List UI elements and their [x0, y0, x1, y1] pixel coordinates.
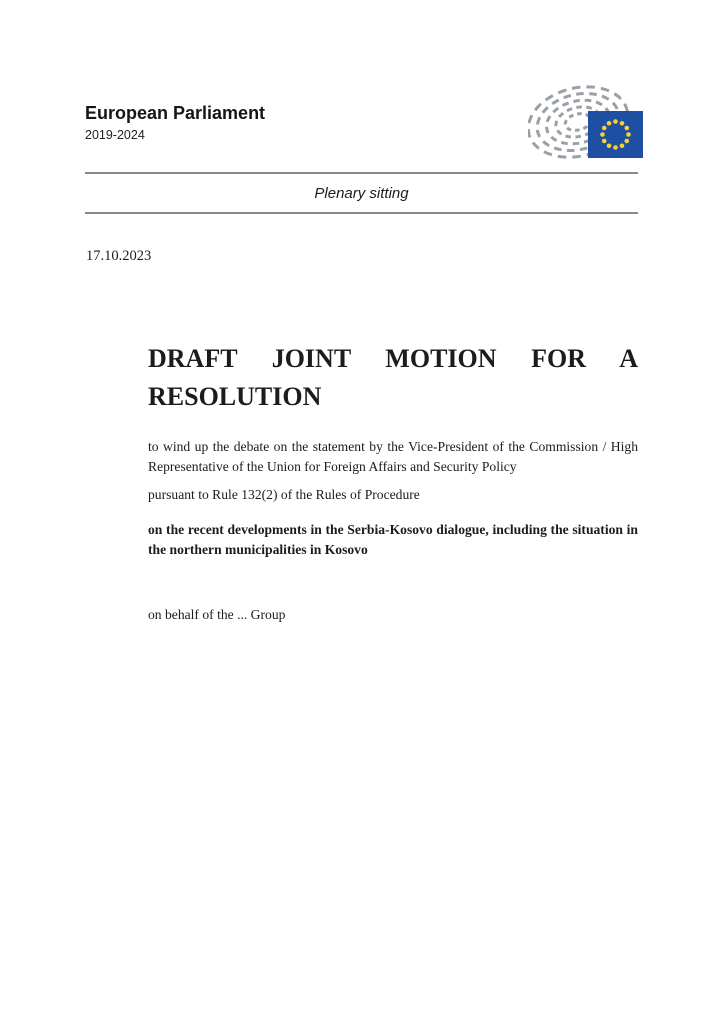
- divider-top: [85, 172, 638, 174]
- divider-bottom: [85, 212, 638, 214]
- document-body: [148, 340, 638, 625]
- plenary-sitting-banner: Plenary sitting: [314, 185, 409, 202]
- document-date: 17.10.2023: [86, 248, 152, 264]
- european-parliament-logo: [528, 85, 643, 161]
- subject-paragraph: on the recent developments in the Serbia-Kosovo dialogue, including the situation in the northern municipalities in Kosovo: [148, 522, 638, 557]
- european-parliament-logo-svg: [528, 85, 643, 161]
- masthead: [85, 103, 265, 142]
- on-behalf-paragraph: on behalf of the ... Group: [148, 607, 286, 622]
- document-title: DRAFT JOINT MOTION FOR A RESOLUTION: [148, 344, 638, 411]
- procedure-paragraph: pursuant to Rule 132(2) of the Rules of Procedure: [148, 487, 420, 502]
- parliamentary-term: 2019-2024: [85, 128, 145, 142]
- eu-flag-icon: [588, 111, 643, 158]
- institution-name: European Parliament: [85, 103, 266, 123]
- preamble-paragraph: to wind up the debate on the statement by the Vice-President of the Commission / High Representative of the Union for Foreign Affairs and Security Policy: [148, 439, 638, 474]
